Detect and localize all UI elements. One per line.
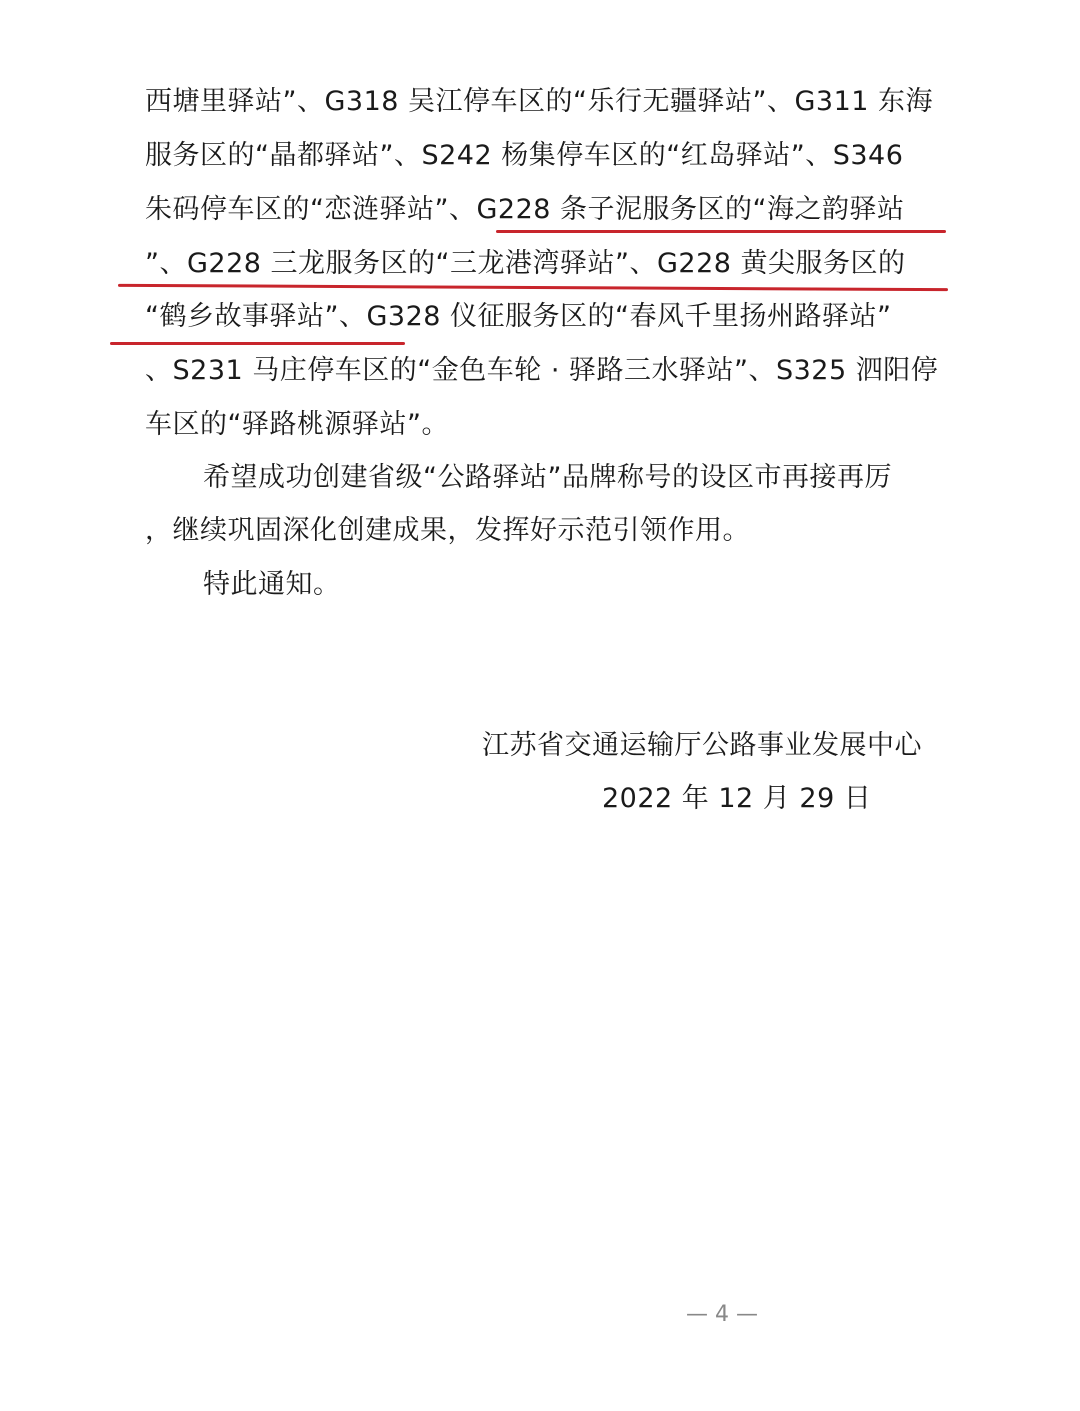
paragraph2-line-2: ，继续巩固深化创建成果，发挥好示范引领作用。 [145, 515, 750, 546]
body-line-1: 西塘里驿站”、G318 吴江停车区的“乐行无疆驿站”、G311 东海 [145, 86, 934, 117]
paragraph2-line-1: 希望成功创建省级“公路驿站”品牌称号的设区市再接再厉 [203, 462, 892, 493]
signature-date: 2022 年 12 月 29 日 [602, 783, 872, 814]
page-number: — 4 — [686, 1302, 758, 1327]
body-line-6: 、S231 马庄停车区的“金色车轮 · 驿路三水驿站”、S325 泗阳停 [145, 355, 939, 386]
body-line-5: “鹤乡故事驿站”、G328 仪征服务区的“春风千里扬州路驿站” [145, 301, 892, 332]
red-underline-1 [496, 230, 946, 233]
body-line-7: 车区的“驿路桃源驿站”。 [145, 409, 449, 440]
closing-text: 特此通知。 [203, 569, 341, 600]
body-line-3: 朱码停车区的“恋涟驿站”、G228 条子泥服务区的“海之韵驿站 [145, 194, 905, 225]
body-line-4: ”、G228 三龙服务区的“三龙港湾驿站”、G228 黄尖服务区的 [145, 248, 906, 279]
signature-organization: 江苏省交通运输厅公路事业发展中心 [482, 730, 922, 761]
red-underline-2 [118, 284, 948, 291]
red-underline-3 [110, 342, 405, 345]
body-line-2: 服务区的“晶都驿站”、S242 杨集停车区的“红岛驿站”、S346 [145, 140, 904, 171]
